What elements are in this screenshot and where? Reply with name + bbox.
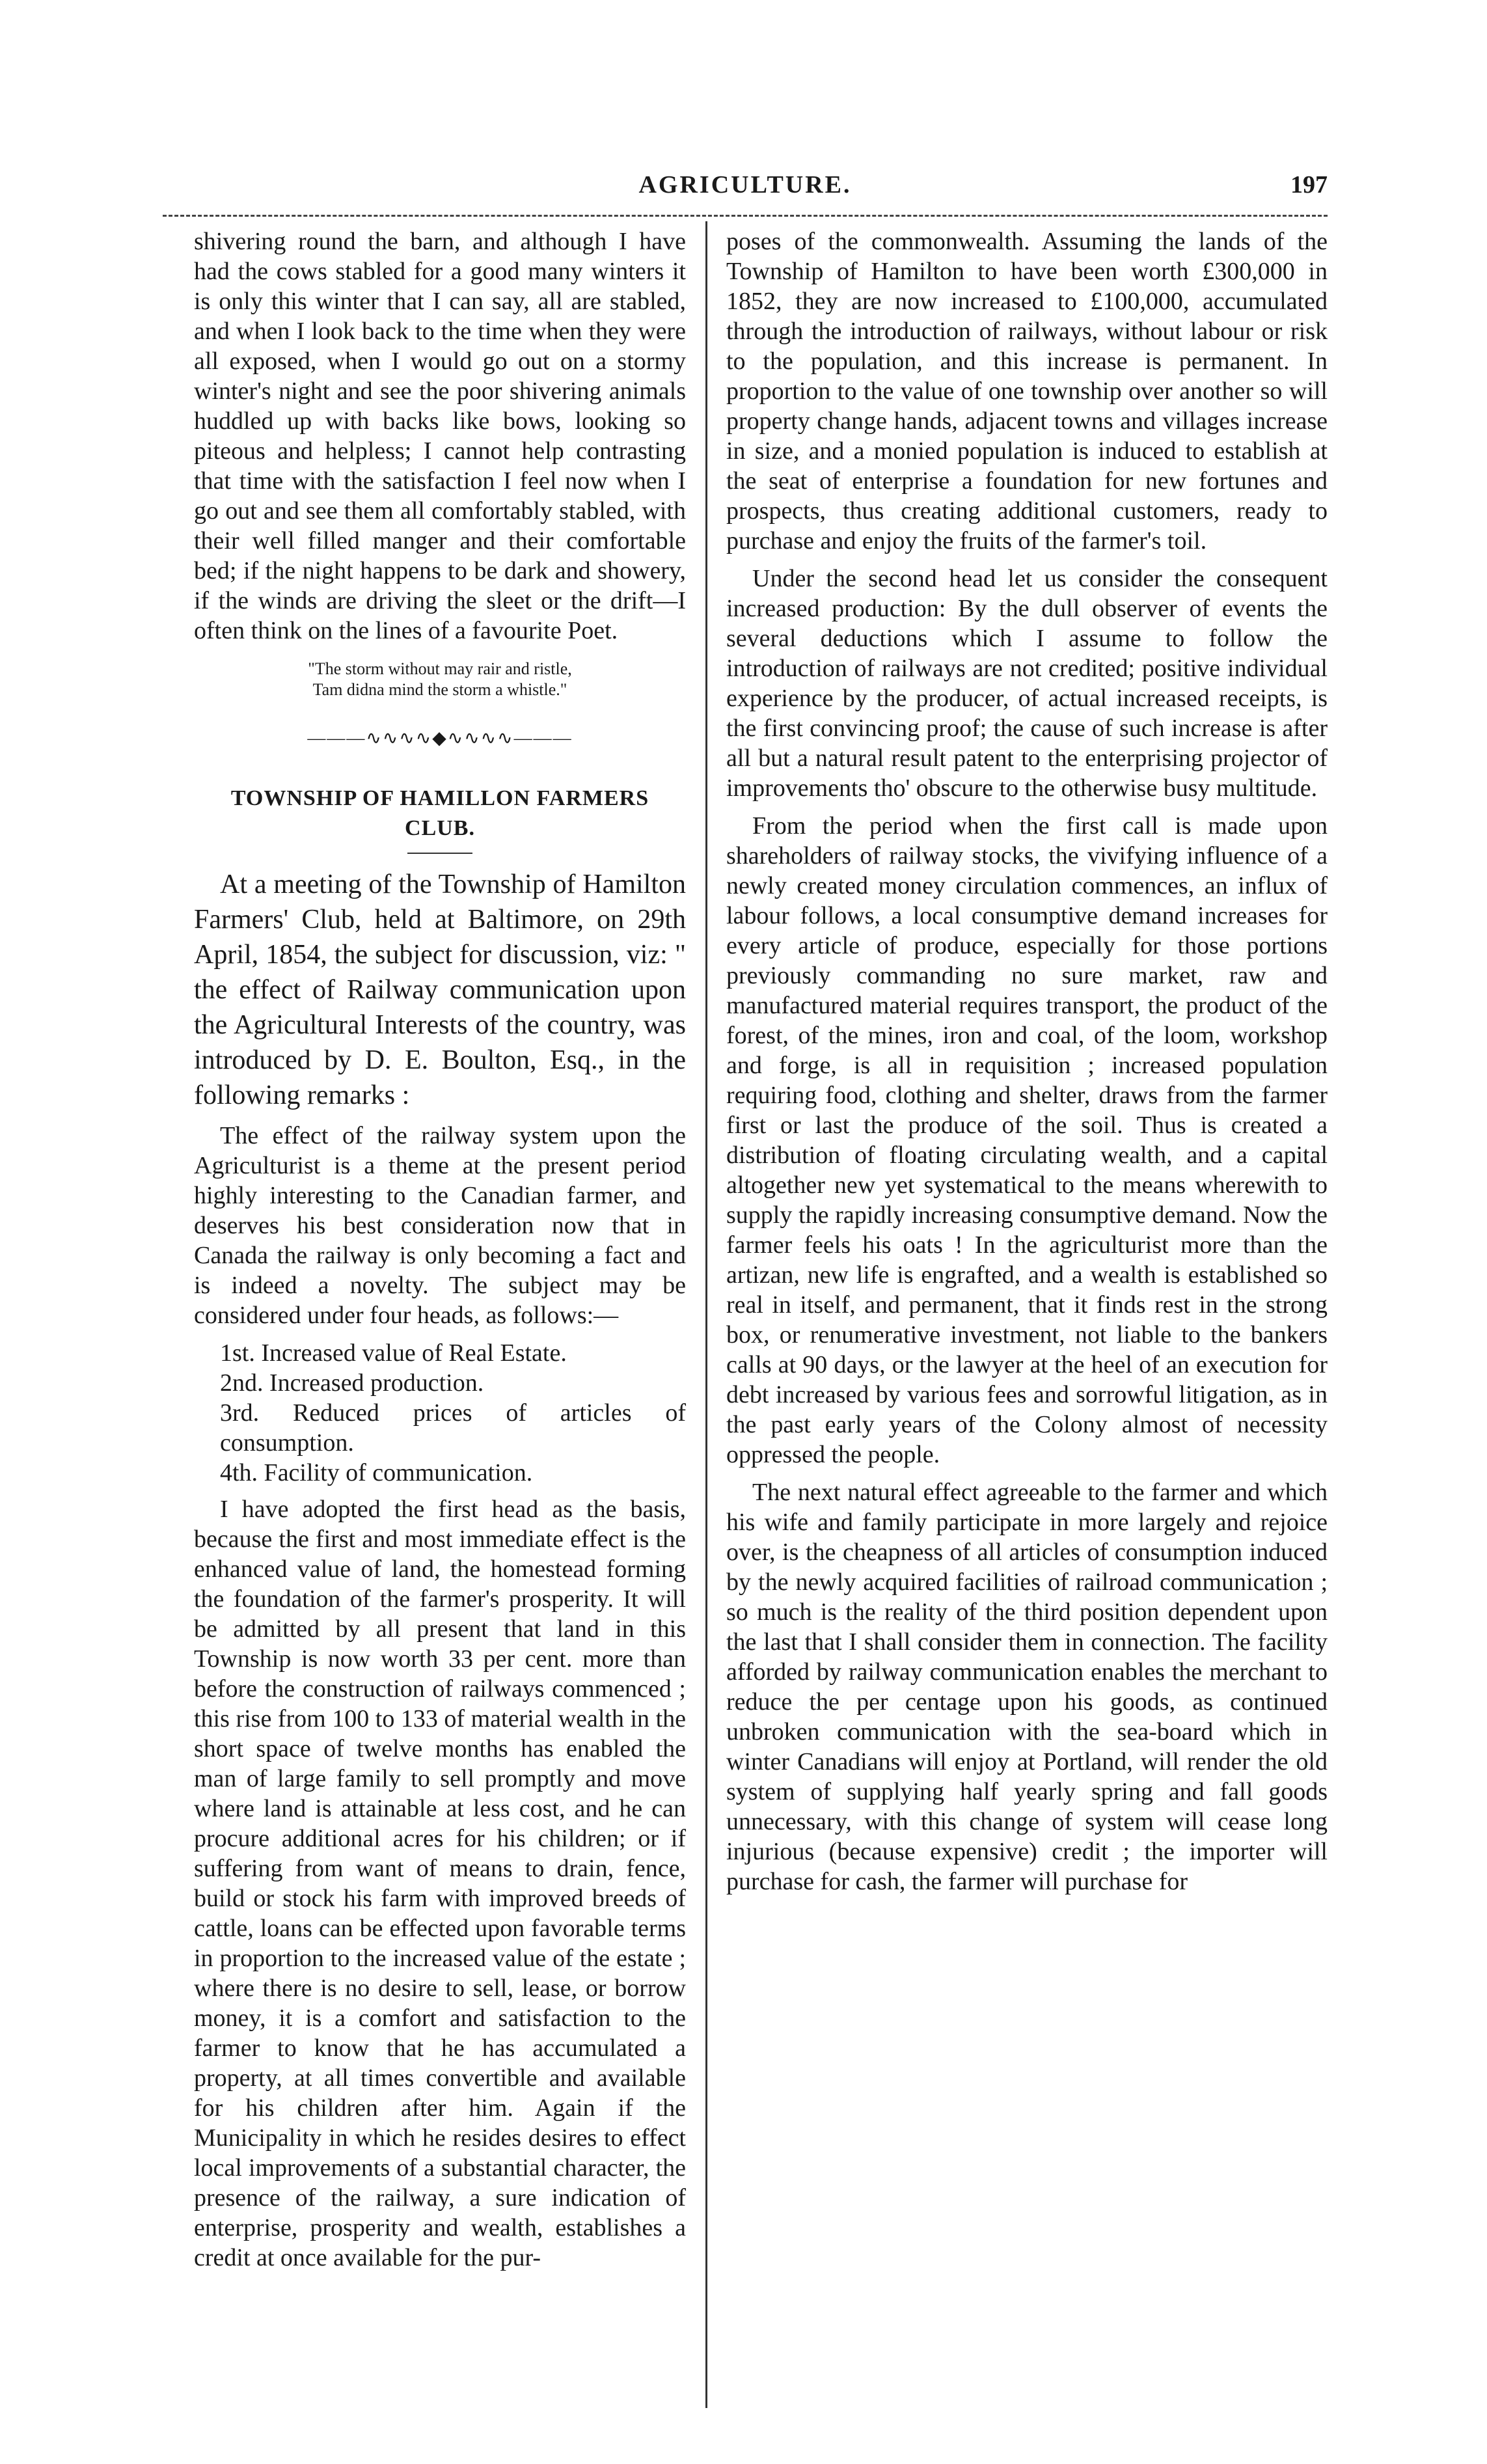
right-column: [726, 226, 1328, 1904]
header-rule: [163, 215, 1328, 217]
heads-list: [194, 1338, 686, 1488]
paragraph: I have adopted the first head as the basis, because the first and most immediate effect is the enhanced value of land, the homestead forming the foundation of the farmer's prosperity. It will be admitted by all present that land in this Township is now worth 33 per cent. more than before the construction of railways commenced ; this rise from 100 to 133 of material wealth in the short space of twelve months has enabled the man of large family to sell promptly and move where land is attainable at less cost, and he can procure additional acres for his children; or if suffering from want of means to drain, fence, build or stock his farm with improved breeds of cattle, loans can be effected upon favorable terms in proportion to the increased value of the estate ; where there is no desire to sell, lease, or borrow money, it is a comfort and satisfaction to the farmer to know that he has accumulated a property, at all times convertible and available for his children after him. Again if the Municipality in which he resides desires to effect local improvements of a substantial character, the presence of the railway, a sure indication of enterprise, prosperity and wealth, establishes a credit at once available for the pur-: [194, 1496, 686, 2271]
poem-line: Tam didna mind the storm a whistle.": [312, 680, 567, 699]
list-item: 2nd. Increased production.: [220, 1369, 484, 1397]
paragraph: The effect of the railway system upon the Agriculturist is a theme at the present period highly interesting to the Canadian farmer, and deserves his best consideration now that in Canada the railway is only becoming a fact and is indeed a novelty. The subject may be considered under four heads, as follows:—: [194, 1122, 686, 1329]
left-column: [194, 226, 686, 2280]
running-head: AGRICULTURE.: [638, 171, 852, 198]
paragraph: poses of the commonwealth. Assuming the lands of the Township of Hamilton to have been worth £300,000 in 1852, they are now increased to £100,000, accumulated through the introduction of railways, without labour or risk to the population, and this increase is permanent. In proportion to the value of one township over another so will property change hands, adjacent towns and villages increase in size, and a monied population is induced to establish at the seat of enterprise a foundation for new fortunes and prospects, thus creating additional customers, ready to purchase and enjoy the fruits of the farmer's toil.: [726, 228, 1328, 554]
poem-line: "The storm without may rair and ristle,: [308, 659, 572, 678]
column-divider: [705, 221, 707, 2408]
paragraph: shivering round the barn, and although I have had the cows stabled for a good many winters it is only this winter that I can say, all are stabled, and when I look back to the time when they were all exposed, when I would go out on a stormy winter's night and see the poor shivering animals huddled up with backs like bows, looking so piteous and helpless; I cannot help contrasting that time with the satisfaction I feel now when I go out and see them all comfortably stabled, with their well filled manger and their comfortable bed; if the night happens to be dark and showery, if the winds are driving the sleet or the drift—I often think on the lines of a favourite Poet.: [194, 228, 686, 644]
ornament-divider: ———∿∿∿∿◆∿∿∿∿———: [307, 728, 573, 748]
section-heading: TOWNSHIP OF HAMILLON FARMERS CLUB.: [230, 786, 649, 840]
heading-rule: [407, 853, 472, 854]
intro-paragraph: At a meeting of the Township of Hamilton Farmers' Club, held at Baltimore, on 29th April, 1854, the subject for discussion, viz: " the effect of Railway communication upon the Agricultural Interests of the country, was introduced by D. E. Boulton, Esq., in the following remarks :: [194, 869, 686, 1110]
page-number: 197: [1290, 171, 1328, 198]
paragraph: From the period when the first call is made upon shareholders of railway stocks, the vivifying influence of a newly created money circulation commences, an influx of labour follows, a local consumptive demand increases for every article of produce, especially for those portions previously commanding no sure market, raw and manufactured material requires transport, the product of the forest, of the mines, iron and coal, of the loom, workshop and forge, is all in requisition ; increased population requiring food, clothing and shelter, draws from the farmer first or last the produce of the soil. Thus is created a distribution of floating circulating wealth, and a capital altogether new yet systematical to the means wherewith to supply the rapidly increasing consumptive demand. Now the farmer feels his oats ! In the agriculturist more than the artizan, new life is engrafted, and a wealth is established so real in itself, and permanent, that it finds rest in the strong box, or renumerative investment, not liable to the bankers calls at 90 days, or the lawyer at the heel of an execution for debt increased by various fees and sorrowful litigation, as in the past early years of the Colony almost of necessity oppressed the people.: [726, 812, 1328, 1468]
list-item: 1st. Increased value of Real Estate.: [220, 1339, 567, 1367]
paragraph: Under the second head let us consider the consequent increased production: By the dull observer of events the several deductions which I assume to follow the introduction of railways are not credited; positive individual experience by the producer, of actual increased receipts, is the first convincing proof; the cause of such increase is after all but a natural result patent to the enterprising projector of improvements tho' obscure to the otherwise busy multitude.: [726, 565, 1328, 802]
list-item: 3rd. Reduced prices of articles of consumption.: [220, 1399, 686, 1457]
page-header: [163, 171, 1328, 210]
paragraph: The next natural effect agreeable to the farmer and which his wife and family participate in more largely and rejoice over, is the cheapness of all articles of consumption induced by the newly acquired facilities of railroad communication ; so much is the reality of the third position dependent upon the last that I shall consider them in connection. The facility afforded by railway communication enables the merchant to reduce the per centage upon his goods, as continued unbroken communication with the sea-board which in winter Canadians will enjoy at Portland, will render the old system of supplying half yearly spring and fall goods unnecessary, with this change of system will cease long injurious (because expensive) credit ; the importer will purchase for cash, the farmer will purchase for: [726, 1479, 1328, 1895]
list-item: 4th. Facility of communication.: [220, 1459, 533, 1486]
poem-quote: [194, 659, 686, 700]
